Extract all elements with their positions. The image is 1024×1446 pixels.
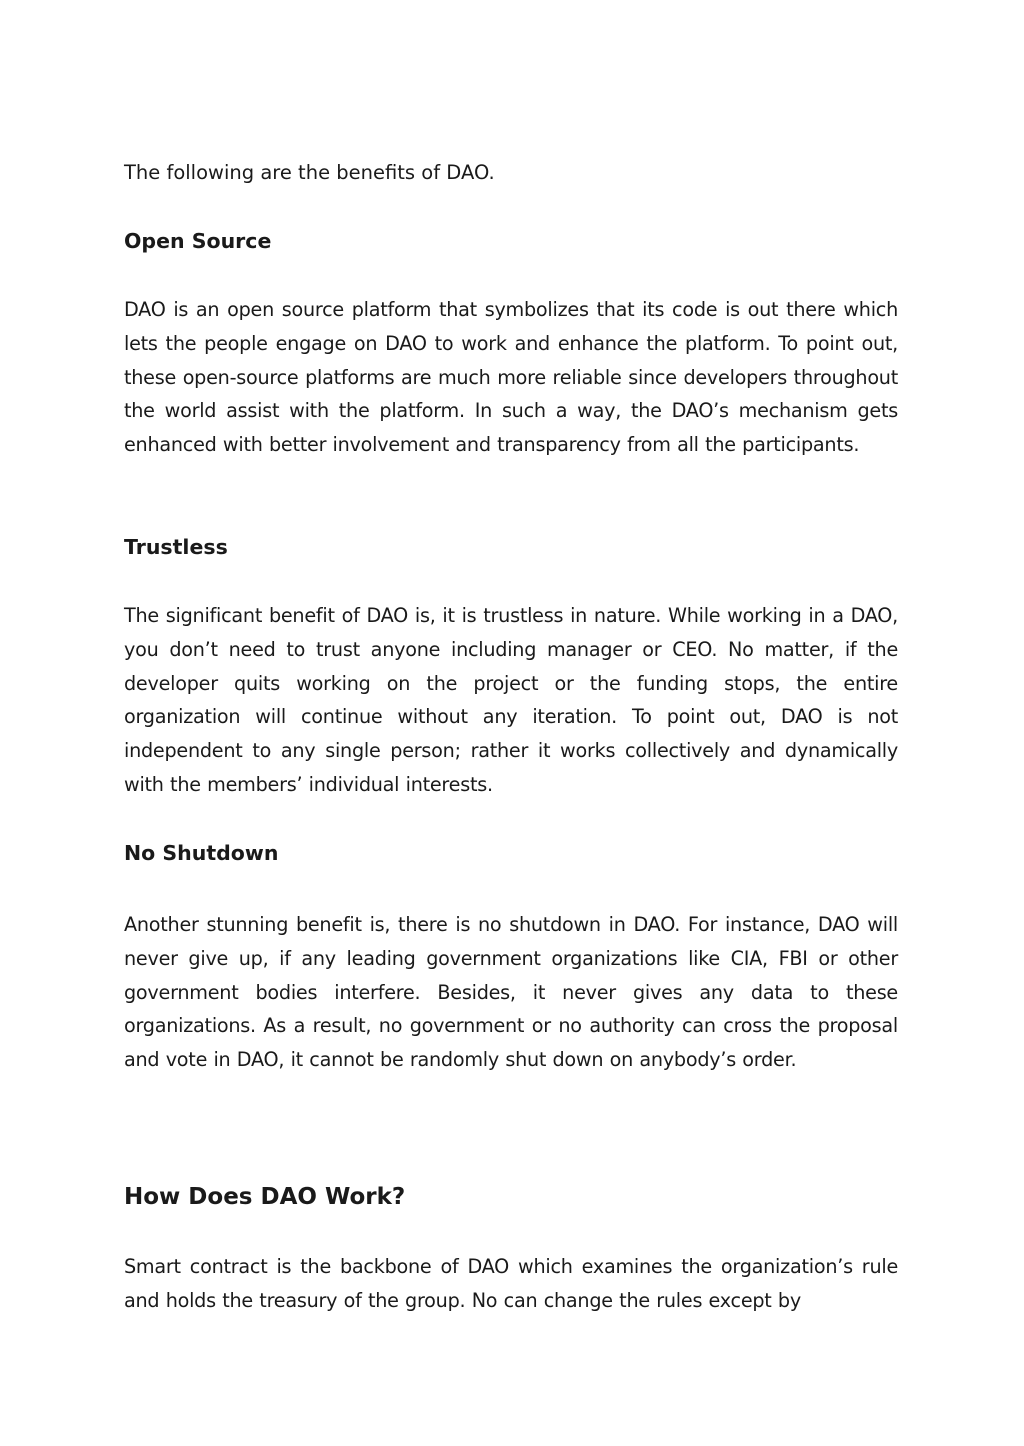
heading-how-does-dao-work: How Does DAO Work? (124, 1184, 406, 1210)
intro-text: The following are the benefits of DAO. (124, 161, 495, 184)
paragraph-trustless: The significant benefit of DAO is, it is trustless in nature. While working in a DAO, you don’t need to trust anyone including manager or CEO. No matter, if the developer quits working on the project or the funding stops, the entire organization will continue without any iteration. To point out, DAO is not independent to any single person; rather it works collectively and dynamically with the members’ individual interests. (124, 604, 898, 796)
paragraph-no-shutdown: Another stunning benefit is, there is no shutdown in DAO. For instance, DAO will never give up, if any leading government organizations like CIA, FBI or other government bodies interfere. Besides, it never gives any data to these organizations. As a result, no government or no authority can cross the proposal and vote in DAO, it cannot be randomly shut down on anybody’s order. (124, 913, 898, 1072)
paragraph-how-dao-works: Smart contract is the backbone of DAO which examines the organization’s rule and holds the treasury of the group. No can change the rules except by (124, 1255, 898, 1312)
heading-trustless: Trustless (124, 535, 228, 559)
paragraph-open-source: DAO is an open source platform that symbolizes that its code is out there which lets the people engage on DAO to work and enhance the platform. To point out, these open-source platforms are much more reliable since developers throughout the world assist with the platform. In such a way, the DAO’s mechanism gets enhanced with better involvement and transparency from all the participants. (124, 298, 898, 457)
heading-open-source: Open Source (124, 229, 272, 253)
heading-no-shutdown: No Shutdown (124, 841, 279, 865)
